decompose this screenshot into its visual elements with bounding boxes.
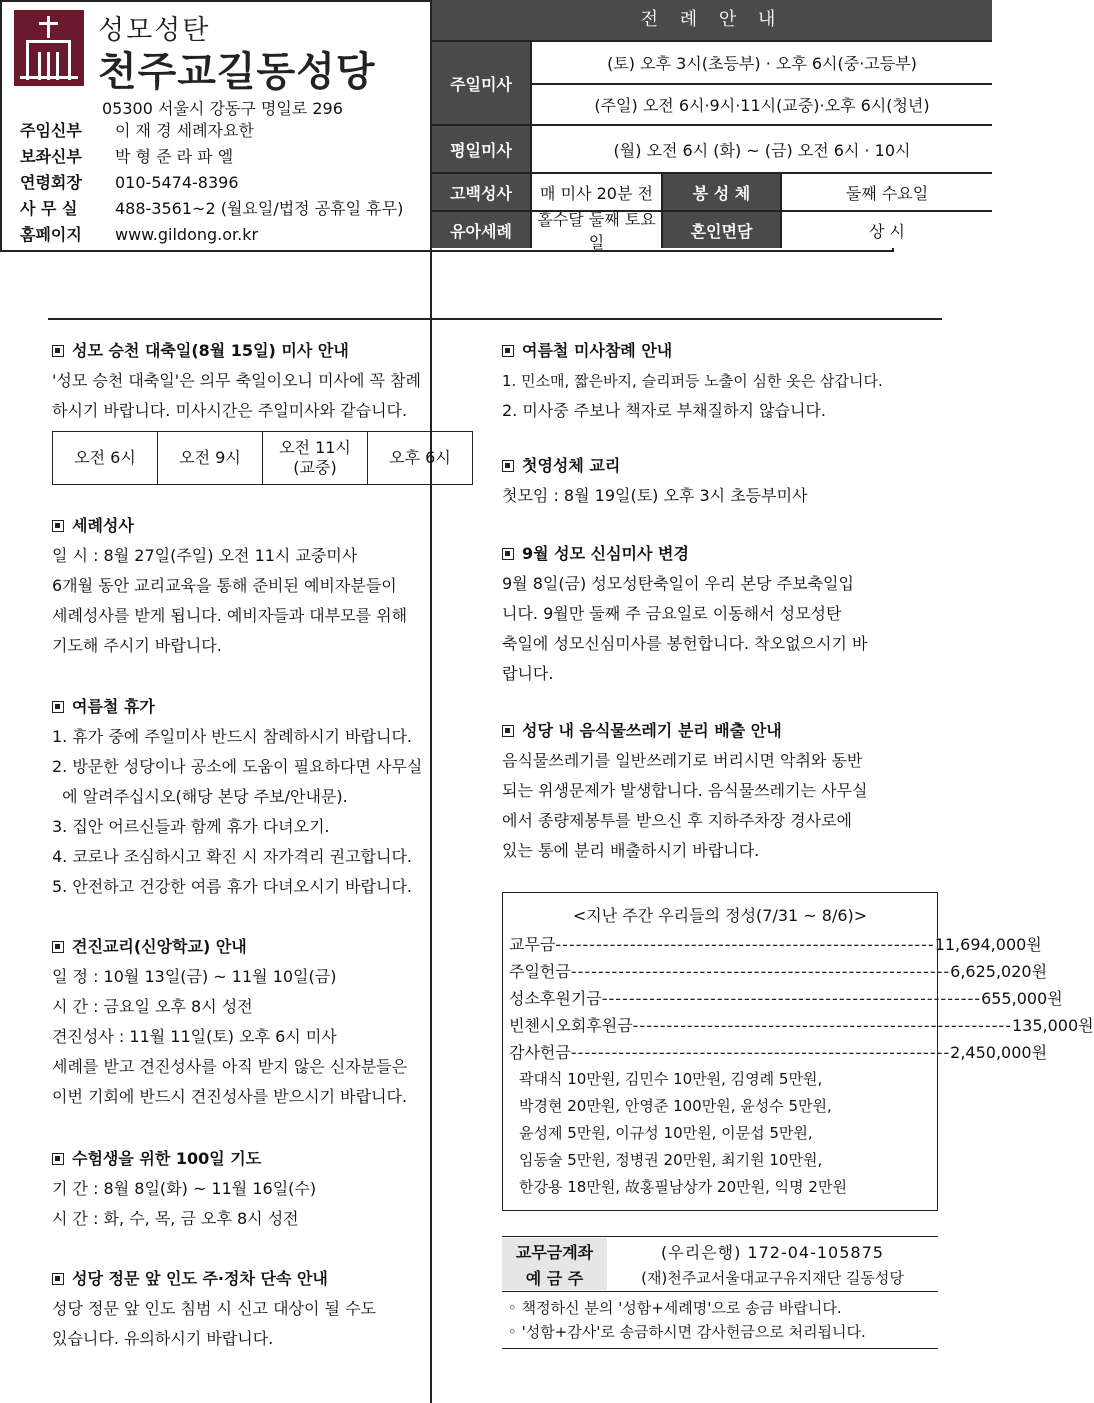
sunday-mass-sat: (토) 오후 3시(초등부) · 오후 6시(중·고등부) [530,42,992,83]
text-line: 에서 종량제봉투를 받으신 후 지하주차장 경사로에 [502,811,853,830]
text-line: 4. 코로나 조심하시고 확진 시 자가격리 권고합니다. [52,847,412,866]
text-line: 있는 통에 분리 배출하시기 바랍니다. [502,841,760,860]
offering-box [502,892,1094,1211]
section-attire-title: 여름철 미사참례 안내 [502,336,942,366]
offering-item: 빈첸시오회후원금 -------------------------------------------------------- 135,000원 [509,1016,1094,1035]
text-line: 1. 민소매, 짧은바지, 슬리퍼등 노출이 심한 옷은 삼갑니다. [502,372,883,390]
section-parking-title: 성당 정문 앞 인도 주·정차 단속 안내 [52,1264,477,1294]
square-bullet-icon [52,1153,64,1165]
account-top-rule [502,1236,938,1237]
schedule-title: 전 례 안 내 [432,0,992,42]
text-line: 음식물쓰레기를 일반쓰레기로 버리시면 악취와 동반 [502,751,863,770]
section-marian-mass-title: 9월 성모 신심미사 변경 [502,539,942,569]
holder-label: 예 금 주 [502,1264,607,1290]
text-line: 기도해 주시기 바랍니다. [52,636,222,655]
section-exam-prayer-title: 수험생을 위한 100일 기도 [52,1144,477,1174]
text-line: 세례를 받고 견진성사를 아직 받지 않은 신자분들은 [52,1057,408,1076]
section-vacation [52,692,477,902]
text-line: 하시기 바랍니다. 미사시간은 주일미사와 같습니다. [52,401,408,420]
section-first-communion [502,451,942,511]
section-attire [502,336,942,426]
section-confirmation [52,932,477,1112]
text-line: 9월 8일(금) 성모성탄축일이 우리 본당 주보축일입 [502,574,854,593]
text-line: 6개월 동안 교리교육을 통해 준비된 예비자분들이 [52,576,397,595]
section-baptism [52,511,477,661]
text-line: '성모 승천 대축일'은 의무 축일이오니 미사에 꼭 참례 [52,371,421,390]
communion-value: 둘째 수요일 [780,172,992,210]
header-divider [48,318,942,320]
offering-item: 주일헌금 -------------------------------------------------------- 6,625,020원 [509,962,1048,981]
left-column [52,336,477,426]
text-line: 랍니다. [502,664,554,683]
text-line: 시 간 : 금요일 오후 8시 성전 [52,997,253,1016]
square-bullet-icon [52,520,64,532]
account-bottom-rule [502,1348,938,1349]
offering-item: 교무금 -------------------------------------------------------- 11,694,000원 [509,935,1042,954]
mass-time: 오후 6시 [368,432,473,485]
text-line: 일 정 : 10월 13일(금) ~ 11월 10일(금) [52,967,337,986]
account-number: (우리은행) 172-04-105875 [661,1242,884,1262]
info-homepage: 홈페이지 www.gildong.or.kr [20,225,259,244]
text-line: 있습니다. 유의하시기 바랍니다. [52,1329,274,1348]
section-marian-mass [502,539,942,689]
communion-label: 봉 성 체 [661,172,780,210]
square-bullet-icon [502,345,514,357]
section-vacation-title: 여름철 휴가 [52,692,477,722]
donor-list [509,1066,931,1201]
info-pastor: 주임신부 이 재 경 세례자요한 [20,121,254,140]
text-line: 되는 위생문제가 발생합니다. 음식물쓰레기는 사무실 [502,781,868,800]
section-food-waste [502,716,942,866]
text-line: 3. 집안 어르신들과 함께 휴가 다녀오기. [52,817,330,836]
offering-item: 성소후원기금 -------------------------------------------------------- 655,000원 [509,989,1063,1008]
holder-value: (재)천주교서울대교구유지재단 길동성당 [641,1268,904,1287]
header-subtitle: 성모성탄 [98,15,211,46]
square-bullet-icon [52,345,64,357]
square-bullet-icon [52,701,64,713]
text-line: 기 간 : 8월 8일(화) ~ 11월 16일(수) [52,1179,317,1198]
square-bullet-icon [502,548,514,560]
text-line: 니다. 9월만 둘째 주 금요일로 이동해서 성모성탄 [502,604,842,623]
section-confirmation-title: 견진교리(신앙학교) 안내 [52,932,477,962]
homepage-link[interactable]: www.gildong.or.kr [115,225,259,244]
mass-time: 오전 6시 [53,432,158,485]
donor-line: 윤성제 5만원, 이규성 10만원, 이문섭 5만원, [519,1124,813,1142]
sunday-mass-label: 주일미사 [432,42,530,124]
square-bullet-icon [502,460,514,472]
offering-item: 감사헌금 -------------------------------------------------------- 2,450,000원 [509,1043,1048,1062]
donor-line: 임동술 5만원, 정병권 20만원, 최기원 10만원, [519,1151,823,1169]
text-line: 일 시 : 8월 27일(주일) 오전 11시 교중미사 [52,546,358,565]
weekday-mass: (월) 오전 6시 (화) ~ (금) 오전 6시 · 10시 [530,124,992,172]
confession-label: 고백성사 [432,172,530,210]
church-logo-icon [14,10,84,86]
donor-line: 한강용 18만원, 故홍필남상가 20만원, 익명 2만원 [519,1178,847,1196]
account-mid-rule [502,1291,938,1292]
header-box [0,0,930,252]
marriage-label: 혼인면담 [661,210,780,248]
account-notes [508,1296,866,1344]
mass-time: 오전 11시 (교중) [263,432,368,485]
assumption-mass-times [52,431,473,485]
text-line: 1. 휴가 중에 주일미사 반드시 참례하시기 바랍니다. [52,727,412,746]
account-note: ◦ 책정하신 분의 '성함+세례명'으로 송금 바랍니다. [508,1299,842,1317]
text-line: 에 알려주십시오(해당 본당 주보/안내문). [52,787,348,806]
text-line: 첫모임 : 8월 19일(토) 오후 3시 초등부미사 [502,486,808,505]
info-funeral: 연령회장 010-5474-8396 [20,173,239,192]
text-line: 시 간 : 화, 수, 목, 금 오후 8시 성전 [52,1209,299,1228]
account-table [502,1238,938,1290]
square-bullet-icon [52,1273,64,1285]
section-assumption-title: 성모 승천 대축일(8월 15일) 미사 안내 [52,336,477,366]
marriage-value: 상 시 [780,210,992,248]
square-bullet-icon [52,941,64,953]
parish-name: 천주교길동성당 [98,49,376,95]
text-line: 2. 미사중 주보나 책자로 부채질하지 않습니다. [502,401,826,420]
text-line: 축일에 성모신심미사를 봉헌합니다. 착오없으시기 바 [502,634,868,653]
infant-baptism-label: 유아세례 [432,210,530,248]
section-exam-prayer [52,1144,477,1234]
account-label: 교무금계좌 [502,1238,607,1264]
sunday-mass-sun: (주일) 오전 6시·9시·11시(교중)·오후 6시(청년) [530,83,992,124]
text-line: 세례성사를 받게 됩니다. 예비자들과 대부모를 위해 [52,606,408,625]
text-line: 2. 방문한 성당이나 공소에 도움이 필요하다면 사무실 [52,757,423,776]
info-office: 사 무 실 488-3561~2 (월요일/법정 공휴일 휴무) [20,199,404,218]
donor-line: 박경현 20만원, 안영준 100만원, 윤성수 5만원, [519,1097,832,1115]
mass-time: 오전 9시 [158,432,263,485]
weekday-mass-label: 평일미사 [432,124,530,172]
account-note: ◦ '성함+감사'로 송금하시면 감사헌금으로 처리됩니다. [508,1323,866,1341]
section-baptism-title: 세례성사 [52,511,477,541]
offering-title: <지난 주간 우리들의 정성(7/31 ~ 8/6)> [572,906,868,925]
section-parking [52,1264,477,1354]
text-line: 견진성사 : 11월 11일(토) 오후 6시 미사 [52,1027,337,1046]
confession-value: 매 미사 20분 전 [530,172,661,210]
infant-baptism-value: 홀수달 둘째 토요일 [530,210,661,248]
text-line: 5. 안전하고 건강한 여름 휴가 다녀오시기 바랍니다. [52,877,412,896]
address: 05300 서울시 강동구 명일로 296 [102,99,343,118]
section-food-waste-title: 성당 내 음식물쓰레기 분리 배출 안내 [502,716,942,746]
text-line: 성당 정문 앞 인도 침범 시 신고 대상이 될 수도 [52,1299,376,1318]
info-assistant: 보좌신부 박 형 준 라 파 엘 [20,147,234,166]
square-bullet-icon [502,725,514,737]
text-line: 이번 기회에 반드시 견진성사를 받으시기 바랍니다. [52,1087,408,1106]
donor-line: 곽대식 10만원, 김민수 10만원, 김영례 5만원, [519,1070,823,1088]
section-first-communion-title: 첫영성체 교리 [502,451,942,481]
